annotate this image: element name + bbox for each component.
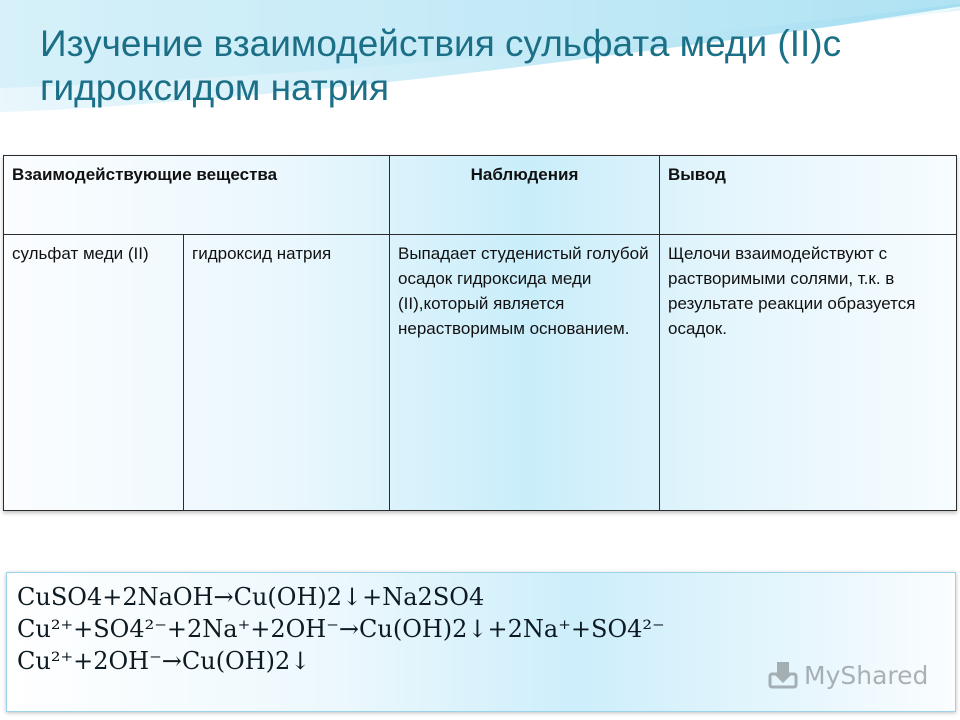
cell-conclusion: Щелочи взаимодействуют с растворимыми солями, т.к. в результате реакции образуется осадок. xyxy=(660,235,957,511)
download-icon xyxy=(768,660,798,690)
watermark xyxy=(768,655,928,695)
watermark-text: MyShared xyxy=(804,660,929,690)
header-reactants: Взаимодействующие вещества xyxy=(4,156,390,235)
equation-molecular: CuSO4+2NaOH→Cu(OH)2↓+Na2SO4 xyxy=(17,583,485,611)
header-observations: Наблюдения xyxy=(390,156,660,235)
table-header-row xyxy=(4,156,957,235)
observation-table xyxy=(3,155,957,511)
cell-reactant-1: сульфат меди (II) xyxy=(4,235,184,511)
table-row xyxy=(4,235,957,511)
cell-observation: Выпадает студенистый голубой осадок гидроксида меди (II),который является нерастворимым основанием. xyxy=(390,235,660,511)
equation-full-ionic: Cu²⁺+SO4²⁻+2Na⁺+2OH⁻→Cu(OH)2↓+2Na⁺+SO4²⁻ xyxy=(17,615,665,643)
equation-short-ionic: Cu²⁺+2OH⁻→Cu(OH)2↓ xyxy=(17,647,311,675)
cell-reactant-2: гидроксид натрия xyxy=(184,235,390,511)
header-conclusion: Вывод xyxy=(660,156,957,235)
slide-title: Изучение взаимодействия сульфата меди (II)с гидроксидом натрия xyxy=(40,23,842,108)
